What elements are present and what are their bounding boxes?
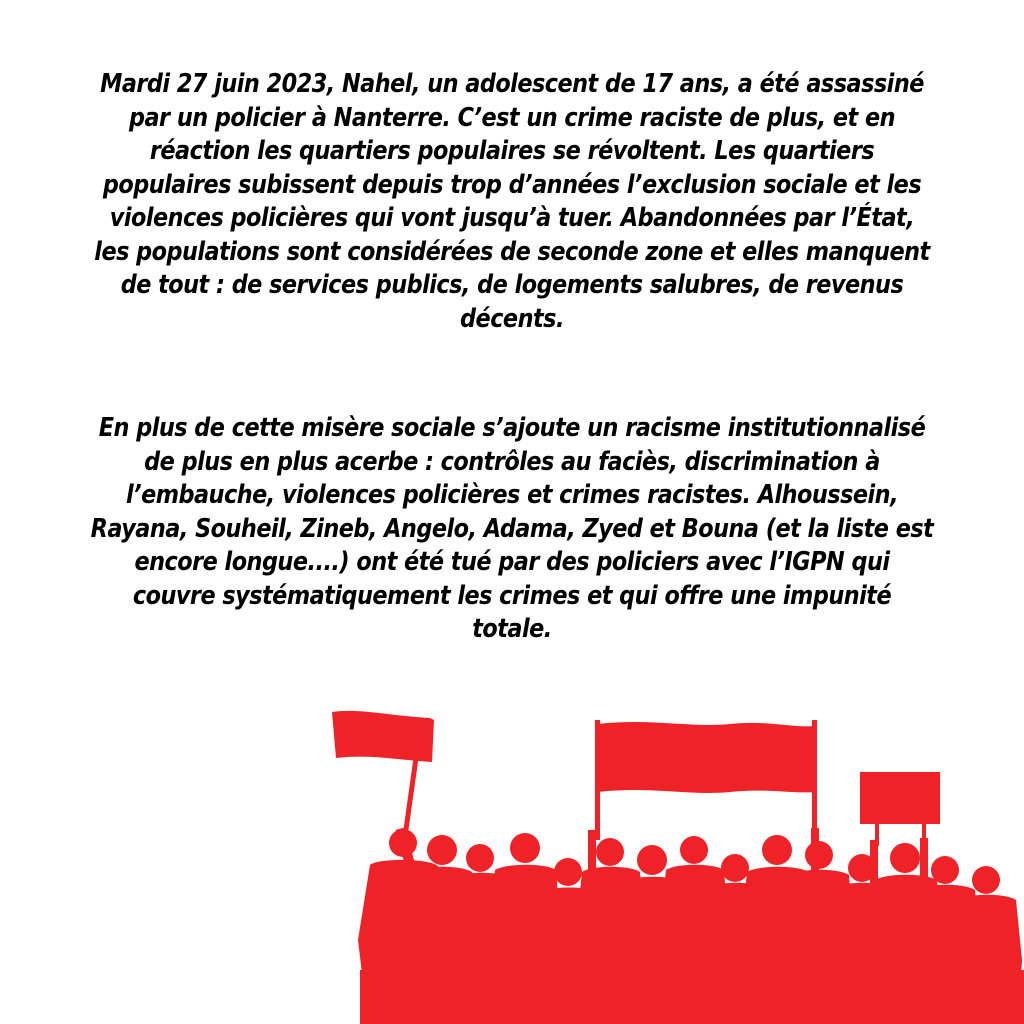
paragraph-1-line: Mardi 27 juin 2023, Nahel, un adolescent de 17 ans, a été assassiné xyxy=(100,69,924,99)
paragraph-2 xyxy=(75,412,949,647)
paragraph-2-line: couvre systématiquement les crimes et qui offre une impunité xyxy=(132,580,892,611)
paragraph-1-line: les populations sont considérées de seconde zone et elles manquent xyxy=(94,236,930,267)
paragraph-1-line: de tout : de services publics, de logements salubres, de revenus xyxy=(120,270,904,300)
paragraph-2-line: En plus de cette misère sociale s’ajoute un racisme institutionnalisé xyxy=(98,413,926,443)
paragraph-1-line: décents. xyxy=(460,303,564,334)
paragraph-1 xyxy=(75,68,949,336)
paragraph-1-line: par un policier à Nanterre. C’est un crime raciste de plus, et en xyxy=(128,102,896,133)
paragraph-2-line: Rayana, Souheil, Zineb, Angelo, Adama, Zyed et Bouna (et la liste est xyxy=(90,513,934,544)
paragraph-1-line: réaction les quartiers populaires se révoltent. Les quartiers xyxy=(149,136,875,166)
paragraph-2-line: de plus en plus acerbe : contrôles au faciès, discrimination à xyxy=(144,446,880,477)
paragraph-2-line: encore longue....) ont été tué par des policiers avec l’IGPN qui xyxy=(134,547,890,577)
paragraph-1-line: violences policières qui vont jusqu’à tuer. Abandonnées par l’État, xyxy=(109,203,915,233)
protest-crowd-silhouette-icon xyxy=(330,700,1024,1024)
paragraph-1-line: populaires subissent depuis trop d’années l’exclusion sociale et les xyxy=(102,169,922,200)
paragraph-2-line: l’embauche, violences policières et crimes racistes. Alhoussein, xyxy=(125,480,899,510)
paragraph-2-line: totale. xyxy=(472,614,552,644)
